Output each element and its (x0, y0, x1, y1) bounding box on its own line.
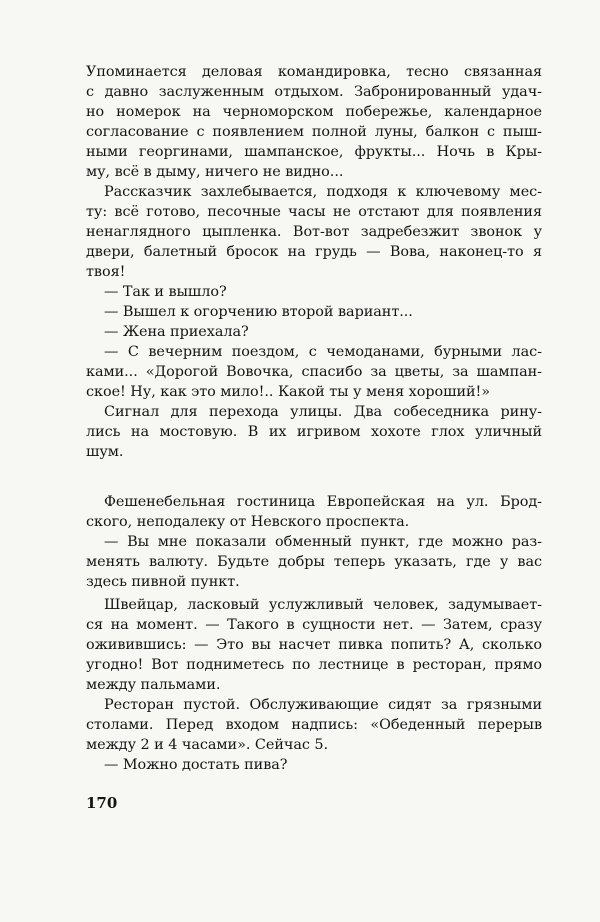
text-line: между пальмами. (86, 677, 221, 693)
text-line: — Можно достать пива? (104, 757, 288, 773)
text-line: — Вы мне показали обменный пункт, где можно раз- (104, 534, 542, 550)
text-line: с давно заслуженным отдыхом. Забронированный удач- (86, 84, 542, 100)
text-line: ся на момент. — Такого в сущности нет. — Затем, сразу (86, 617, 542, 633)
text-line: Ресторан пустой. Обслуживающие сидят за грязными (104, 697, 542, 713)
text-line: ками... «Дорогой Вовочка, спасибо за цветы, за шампан- (86, 364, 542, 380)
text-line: менять валюту. Будьте добры теперь указать, где у вас (86, 554, 542, 570)
text-line: Швейцар, ласковый услужливый человек, задумывает- (104, 597, 542, 613)
text-line: между 2 и 4 часами». Сейчас 5. (86, 737, 329, 753)
text-line: Упоминается деловая командировка, тесно связанная (86, 64, 542, 80)
text-line: ту: всё готово, песочные часы не отстают для появления (86, 204, 542, 220)
text-line: согласование с появлением полной луны, балкон с пыш- (86, 124, 542, 140)
text-line: здесь пивной пункт. (86, 574, 240, 590)
text-line: столами. Перед входом надпись: «Обеденный перерыв (86, 717, 542, 733)
text-line: ское! Ну, как это мило!.. Какой ты у меня хороший!» (86, 384, 491, 400)
text-line: ненаглядного цыпленка. Вот-вот задребезжит звонок у (86, 224, 542, 240)
text-line: но номерок на черноморском побережье, календарное (86, 104, 542, 120)
text-line: твоя! (86, 264, 126, 280)
text-line: — Вышел к огорчению второй вариант... (104, 304, 413, 320)
text-line: оживившись: — Это вы насчет пивка попить? А, сколько (86, 637, 542, 653)
text-line: лись на мостовую. В их игривом хохоте глох уличный (86, 424, 542, 440)
text-line: ского, неподалеку от Невского проспекта. (86, 514, 410, 530)
text-line: — Жена приехала? (104, 324, 249, 340)
page-number: 170 (86, 794, 118, 812)
text-line: му, всё в дыму, ничего не видно... (86, 164, 344, 180)
text-line: шум. (86, 444, 124, 460)
text-line: — Так и вышло? (104, 284, 227, 300)
text-line: ными георгинами, шампанское, фрукты... Ночь в Кры- (86, 144, 542, 160)
text-line: Сигнал для перехода улицы. Два собеседника рину- (104, 404, 542, 420)
text-line: — С вечерним поездом, с чемоданами, бурными лас- (104, 344, 542, 360)
text-line: Рассказчик захлебывается, подходя к ключевому мес- (104, 184, 542, 200)
text-line: угодно! Вот подниметесь по лестнице в ресторан, прямо (86, 657, 542, 673)
text-line: Фешенебельная гостиница Европейская на ул. Брод- (104, 494, 542, 510)
text-line: двери, балетный бросок на грудь — Вова, наконец-то я (86, 244, 542, 260)
